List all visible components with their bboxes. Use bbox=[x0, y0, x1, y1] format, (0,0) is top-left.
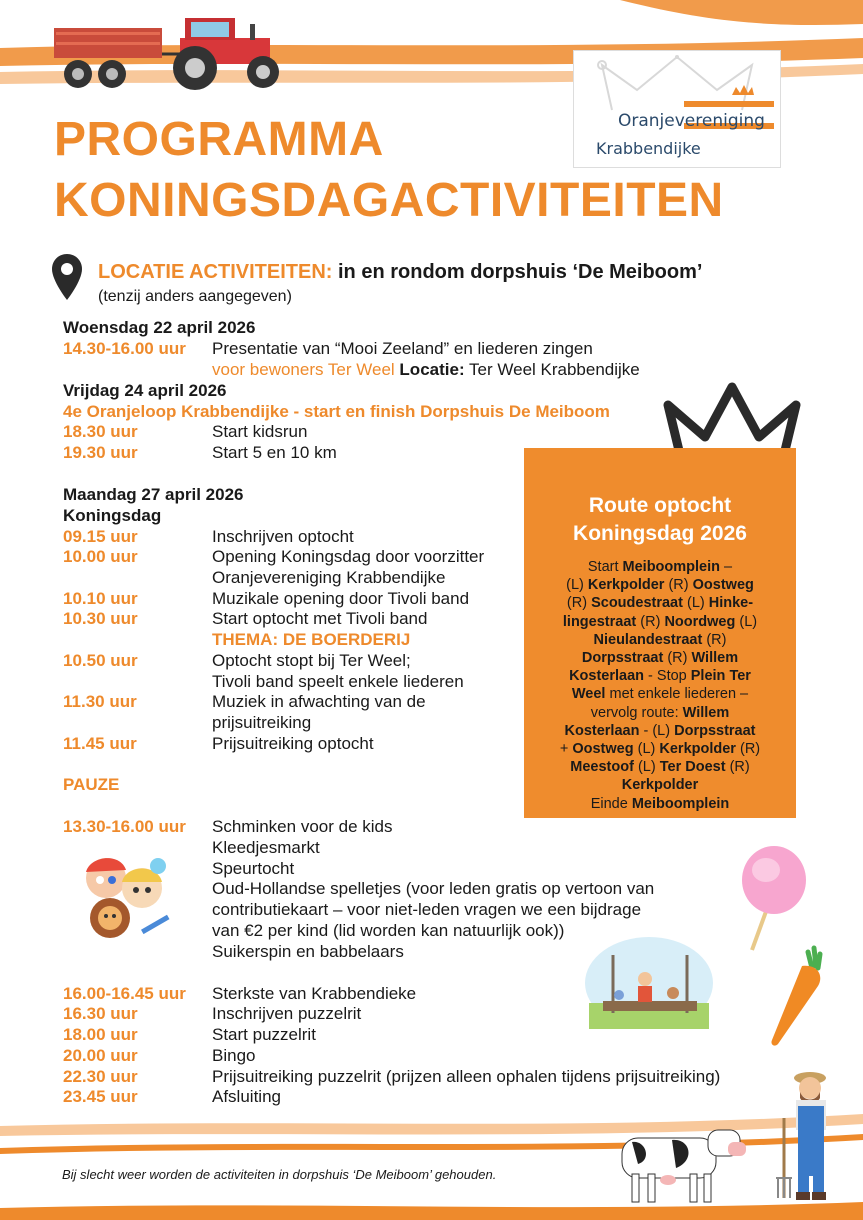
market-stall-icon bbox=[583, 935, 715, 1031]
evening-time-3: 18.00 uur bbox=[63, 1025, 138, 1044]
location-place: in en rondom dorpshuis ‘De Meiboom’ bbox=[338, 261, 703, 283]
route-box bbox=[524, 448, 796, 818]
route-street: Oostweg bbox=[692, 577, 754, 594]
logo-text-2: Krabbendijke bbox=[596, 139, 701, 158]
monday-time-1: 09.15 uur bbox=[63, 527, 138, 546]
wednesday-day: Woensdag 22 april 2026 bbox=[63, 318, 256, 337]
route-dir: (L) bbox=[739, 613, 758, 630]
monday-time-3: 10.10 uur bbox=[63, 589, 138, 608]
evening-time-6: 23.45 uur bbox=[63, 1087, 138, 1106]
evening-desc-4: Bingo bbox=[212, 1046, 256, 1065]
monday-time-6: 11.30 uur bbox=[63, 692, 137, 711]
route-dir: (R) bbox=[668, 577, 689, 594]
monday-desc-5a: Optocht stopt bij Ter Weel; bbox=[212, 651, 411, 670]
route-street: Ter Doest bbox=[659, 759, 726, 776]
monday-time-2: 10.00 uur bbox=[63, 547, 138, 566]
page-title-line1: PROGRAMMA bbox=[54, 113, 384, 166]
route-dir: - (L) bbox=[643, 722, 671, 739]
route-street: Weel bbox=[571, 686, 606, 703]
evening-desc-6: Afsluiting bbox=[212, 1087, 281, 1106]
afternoon-item-6: van €2 per kind (lid worden kan natuurlijk ook)) bbox=[212, 921, 565, 940]
location-label: LOCATIE ACTIVITEITEN: bbox=[98, 261, 333, 283]
logo-text-1: Oranjevereniging bbox=[618, 111, 765, 131]
monday-desc-7: Prijsuitreiking optocht bbox=[212, 734, 374, 753]
route-end: Einde bbox=[590, 795, 628, 812]
wednesday-desc2-rest: Ter Weel Krabbendijke bbox=[469, 360, 640, 379]
route-dir: (R) bbox=[640, 613, 661, 630]
monday-desc-5b: Tivoli band speelt enkele liederen bbox=[212, 672, 464, 691]
monday-time-5: 10.50 uur bbox=[63, 651, 138, 670]
route-street: Kerkpolder bbox=[659, 741, 736, 758]
location-note: (tenzij anders aangegeven) bbox=[98, 288, 292, 305]
evening-time-2: 16.30 uur bbox=[63, 1004, 138, 1023]
footer-note: Bij slecht weer worden de activiteiten in dorpshuis ‘De Meiboom’ gehouden. bbox=[62, 1167, 497, 1182]
afternoon-item-5: contributiekaart – voor niet-leden vragen we een bijdrage bbox=[212, 900, 642, 919]
monday-desc-3: Muzikale opening door Tivoli band bbox=[212, 589, 470, 608]
route-street: Dorpsstraat bbox=[674, 722, 756, 739]
friday-day: Vrijdag 24 april 2026 bbox=[63, 381, 227, 400]
route-dir: (R) bbox=[729, 759, 750, 776]
cotton-candy-icon bbox=[732, 842, 812, 954]
route-dir: (R) bbox=[706, 631, 727, 648]
face-paint-kids-icon bbox=[80, 852, 176, 944]
route-dir: (L) bbox=[637, 741, 656, 758]
monday-time-8: 13.30-16.00 uur bbox=[63, 817, 186, 836]
route-street: lingestraat bbox=[562, 613, 637, 630]
location-pin-icon bbox=[50, 252, 84, 302]
wednesday-desc: Presentatie van “Mooi Zeeland” en liederen zingen bbox=[212, 339, 593, 358]
route-dir: (R) bbox=[566, 595, 588, 612]
evening-time-1: 16.00-16.45 uur bbox=[63, 984, 186, 1003]
pause-label: PAUZE bbox=[63, 775, 120, 794]
route-title-1: Route optocht bbox=[588, 494, 732, 517]
monday-time-4: 10.30 uur bbox=[63, 609, 138, 628]
evening-time-4: 20.00 uur bbox=[63, 1046, 138, 1065]
route-title-2: Koningsdag 2026 bbox=[573, 522, 747, 545]
route-dir: (L) bbox=[686, 595, 705, 612]
route-street: Kerkpolder bbox=[587, 577, 665, 594]
route-street: Kosterlaan bbox=[569, 668, 645, 685]
route-title bbox=[524, 492, 796, 548]
route-street: Scoudestraat bbox=[591, 595, 683, 612]
monday-day: Maandag 27 april 2026 bbox=[63, 485, 244, 504]
route-street: Hinke- bbox=[708, 595, 754, 612]
monday-desc-6a: Muziek in afwachting van de bbox=[212, 692, 426, 711]
carrot-icon bbox=[768, 944, 832, 1048]
wednesday-time: 14.30-16.00 uur bbox=[63, 339, 186, 358]
route-start: Start bbox=[587, 559, 619, 575]
route-street: Meiboomplein bbox=[622, 559, 721, 575]
friday-time-2: 19.30 uur bbox=[63, 443, 138, 462]
logo bbox=[573, 50, 781, 168]
route-stop: - Stop bbox=[648, 668, 687, 685]
wednesday-desc2 bbox=[212, 360, 640, 380]
afternoon-item-3: Speurtocht bbox=[212, 859, 295, 878]
route-street: Plein Ter bbox=[690, 668, 751, 685]
friday-subtitle: 4e Oranjeloop Krabbendijke - start en finish Dorpshuis De Meiboom bbox=[63, 402, 610, 421]
route-dir: (L) bbox=[637, 759, 656, 776]
evening-desc-2: Inschrijven puzzelrit bbox=[212, 1004, 362, 1023]
evening-desc-3: Start puzzelrit bbox=[212, 1025, 316, 1044]
cow-icon bbox=[612, 1120, 754, 1206]
evening-time-5: 22.30 uur bbox=[63, 1067, 138, 1086]
farmer-icon bbox=[770, 1068, 842, 1202]
afternoon-item-2: Kleedjesmarkt bbox=[212, 838, 320, 857]
evening-desc-5: Prijsuitreiking puzzelrit (prijzen alleen ophalen tijdens prijsuitreiking) bbox=[212, 1067, 721, 1086]
monday-desc-4: Start optocht met Tivoli band bbox=[212, 609, 428, 628]
friday-desc-1: Start kidsrun bbox=[212, 422, 308, 441]
monday-desc-2b: Oranjevereniging Krabbendijke bbox=[212, 568, 446, 587]
afternoon-item-4: Oud-Hollandse spelletjes (voor leden gratis op vertoon van bbox=[212, 879, 655, 898]
route-dir: (R) bbox=[739, 741, 761, 758]
friday-desc-2: Start 5 en 10 km bbox=[212, 443, 337, 462]
route-note: vervolg route: bbox=[590, 704, 679, 721]
monday-theme: THEMA: DE BOERDERIJ bbox=[212, 630, 411, 649]
route-street: Kosterlaan bbox=[564, 722, 640, 739]
tractor-icon bbox=[50, 14, 290, 94]
wednesday-location-label: Locatie: bbox=[399, 360, 465, 379]
route-street: Meiboomplein bbox=[631, 795, 730, 812]
route-street: Dorpsstraat bbox=[581, 650, 664, 667]
monday-desc-2a: Opening Koningsdag door voorzitter bbox=[212, 547, 485, 566]
page-title-line2: KONINGSDAGACTIVITEITEN bbox=[54, 174, 724, 227]
route-street: Nieulandestraat bbox=[593, 631, 703, 648]
route-street: Kerkpolder bbox=[621, 777, 699, 794]
afternoon-item-1: Schminken voor de kids bbox=[212, 817, 393, 836]
monday-desc-1: Inschrijven optocht bbox=[212, 527, 354, 546]
route-dash: – bbox=[724, 559, 733, 575]
monday-subtitle: Koningsdag bbox=[63, 506, 162, 525]
route-note: met enkele liederen – bbox=[609, 686, 749, 703]
route-dir: (L) bbox=[566, 577, 584, 594]
route-street: Meestoof bbox=[570, 759, 634, 776]
friday-time-1: 18.30 uur bbox=[63, 422, 138, 441]
route-dir: (R) bbox=[667, 650, 688, 667]
location-line bbox=[98, 260, 702, 284]
wednesday-desc2-orange: voor bewoners Ter Weel bbox=[212, 360, 395, 379]
afternoon-item-7: Suikerspin en babbelaars bbox=[212, 942, 404, 961]
evening-desc-1: Sterkste van Krabbendieke bbox=[212, 984, 417, 1003]
route-street: Willem bbox=[682, 704, 730, 721]
route-street: Noordweg bbox=[664, 613, 736, 630]
route-street: Oostweg bbox=[572, 741, 634, 758]
route-street: Willem bbox=[691, 650, 739, 667]
monday-time-7: 11.45 uur bbox=[63, 734, 137, 753]
route-description bbox=[534, 558, 786, 813]
route-plus: + bbox=[559, 741, 569, 758]
monday-desc-6b: prijsuitreiking bbox=[212, 713, 312, 732]
